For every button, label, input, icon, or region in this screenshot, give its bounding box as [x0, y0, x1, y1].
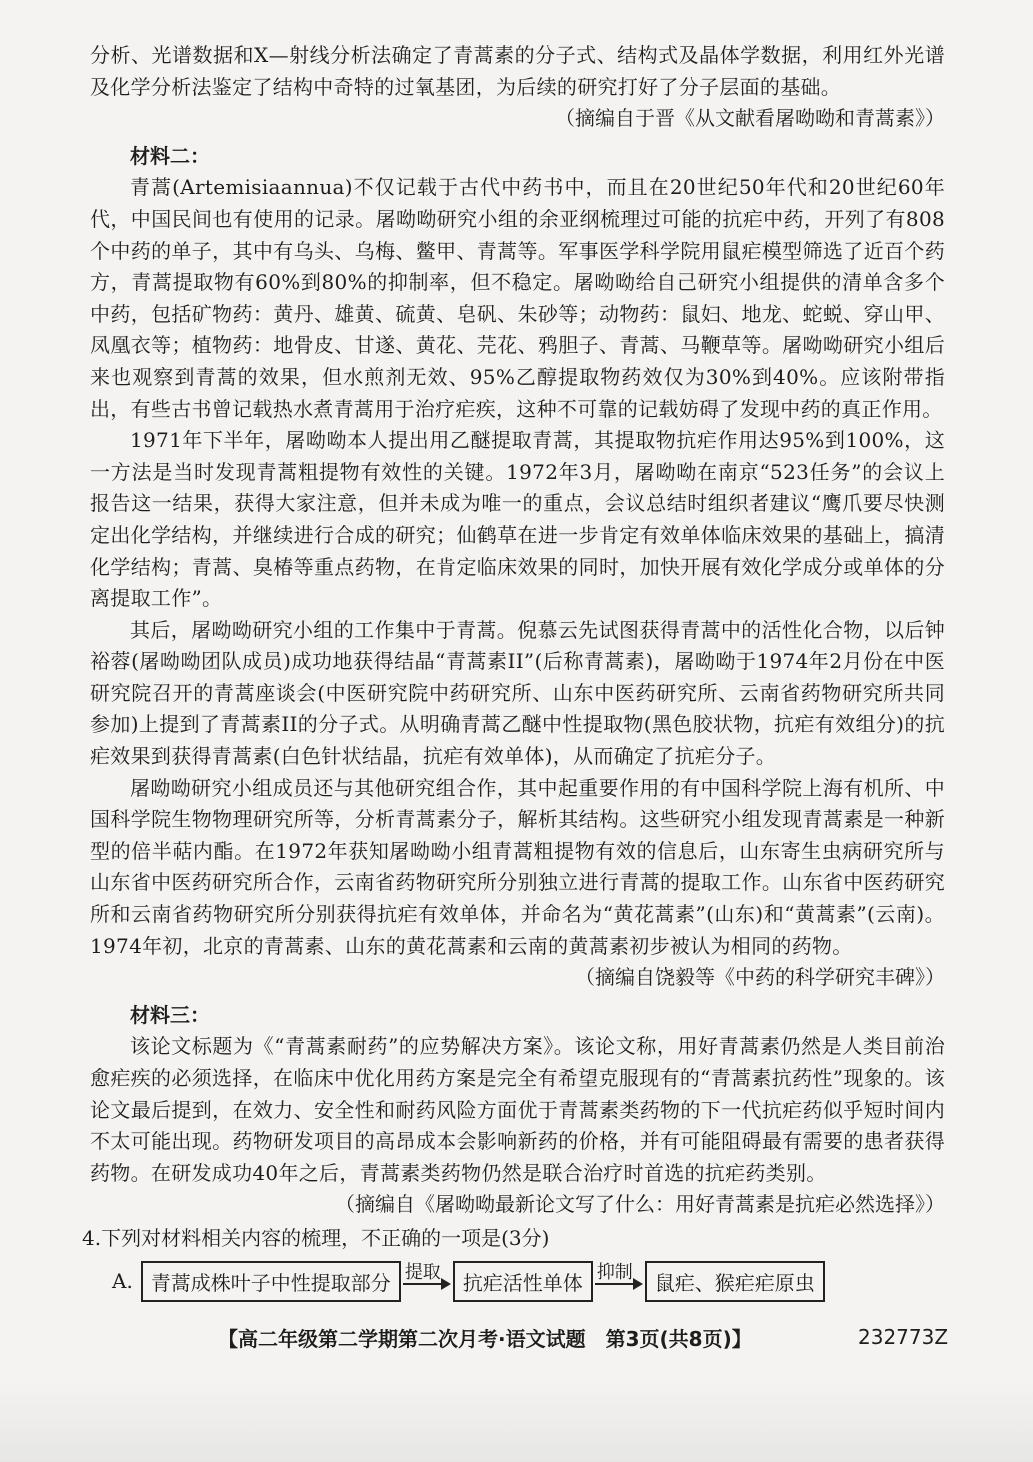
material-two-paragraph: 1971年下半年，屠呦呦本人提出用乙醚提取青蒿，其提取物抗疟作用达95%到100%，这一方法是当时发现青蒿粗提物有效性的关键。1972年3月，屠呦呦在南京“523任务”的会议上报告这一结果，获得大家注意，但并未成为唯一的重点，会议总结时组织者建议“鹰爪要尽快测定出化学结构，并继续进行合成的研究；仙鹤草在进一步肯定有效单体临床效果的基础上，搞清化学结构；青蒿、臭椿等重点药物，在肯定临床效果的同时，加快开展有效化学成分或单体的分离提取工作”。: [90, 428, 945, 611]
material-three-paragraph: 该论文标题为《“青蒿素耐药”的应势解决方案》。该论文称，用好青蒿素仍然是人类目前治愈疟疾的必须选择，在临床中优化用药方案是完全有希望克服现有的“青蒿素抗药性”现象的。该论文最后提到，在效力、安全性和耐药风险方面优于青蒿素类药物的下一代抗疟药似乎短时间内不太可能出现。药物研发项目的高昂成本会影响新药的价格，并有可能阻碍最有需要的患者获得药物。在研发成功40年之后，青蒿素类药物仍然是联合治疗时首选的抗疟药类别。: [90, 1034, 945, 1185]
flow-box-plasmodium: 鼠疟、猴疟疟原虫: [645, 1261, 825, 1302]
material-two-source: （摘编自饶毅等《中药的科学研究丰碑》）: [575, 965, 945, 990]
option-a-flowchart: [112, 1261, 945, 1302]
page-footer: [0, 1323, 1033, 1353]
arrow-label-extract: 提取: [404, 1262, 441, 1284]
flow-box-active-monomer: 抗疟活性单体: [453, 1261, 593, 1302]
arrow-label-inhibit: 抑制: [596, 1262, 633, 1284]
material-two-paragraph: 青蒿(Artemisiaannua)不仅记载于古代中药书中，而且在20世纪50年代和20世纪60年代，中国民间也有使用的记录。屠呦呦研究小组的余亚纲梳理过可能的抗疟中药，开列了有808个中药的单子，其中有乌头、乌梅、鳖甲、青蒿等。军事医学科学院用鼠疟模型筛选了近百个药方，青蒿提取物有60%到80%的抑制率，但不稳定。屠呦呦给自己研究小组提供的清单含多个中药，包括矿物药：黄丹、雄黄、硫黄、皂矾、朱砂等；动物药：鼠妇、地龙、蛇蜕、穿山甲、凤凰衣等；植物药：地骨皮、甘遂、黄花、芫花、鸦胆子、青蒿、马鞭草等。屠呦呦研究小组后来也观察到青蒿的效果，但水煎剂无效、95%乙醇提取物药效仅为30%到40%。应该附带指出，有些古书曾记载热水煮青蒿用于治疗疟疾，这种不可靠的记载妨碍了发现中药的真正作用。: [90, 175, 945, 421]
material-two-heading: 材料二：: [130, 143, 210, 168]
material-two-paragraph: 屠呦呦研究小组成员还与其他研究组合作，其中起重要作用的有中国科学院上海有机所、中国科学院生物物理研究所等，分析青蒿素分子，解析其结构。这些研究小组发现青蒿素是一种新型的倍半萜内酯。在1972年获知屠呦呦小组青蒿粗提物有效的信息后，山东寄生虫病研究所与山东省中医药研究所合作，云南省药物研究所分别独立进行青蒿的提取工作。山东省中医药研究所和云南省药物研究所分别获得抗疟有效单体，并命名为“黄花蒿素”(山东)和“黄蒿素”(云南)。1974年初，北京的青蒿素、山东的黄花蒿素和云南的黄蒿素初步被认为相同的药物。: [90, 775, 945, 958]
scan-shadow: [0, 1380, 1033, 1462]
right-arrow-icon: [595, 1262, 643, 1296]
question-4-stem: 4.下列对材料相关内容的梳理，不正确的一项是(3分): [82, 1225, 550, 1250]
material-three-source: （摘编自《屠呦呦最新论文写了什么：用好青蒿素是抗疟必然选择》）: [335, 1192, 945, 1217]
material-three-heading: 材料三：: [130, 1002, 210, 1027]
option-a-label: A.: [112, 1269, 133, 1294]
page-content: [82, 40, 945, 1302]
material-one-source: （摘编自于晋《从文献看屠呦呦和青蒿素》）: [555, 106, 945, 131]
right-arrow-icon: [403, 1262, 451, 1296]
material-one-ending: 分析、光谱数据和X—射线分析法确定了青蒿素的分子式、结构式及晶体学数据，利用红外光谱及化学分析法鉴定了结构中奇特的过氧基团，为后续的研究打好了分子层面的基础。: [90, 43, 945, 99]
material-two-paragraph: 其后，屠呦呦研究小组的工作集中于青蒿。倪慕云先试图获得青蒿中的活性化合物，以后钟裕蓉(屠呦呦团队成员)成功地获得结晶“青蒿素II”(后称青蒿素)，屠呦呦于1974年2月份在中医研究院召开的青蒿座谈会(中医研究院中药研究所、山东中医药研究所、云南省药物研究所共同参加)上提到了青蒿素II的分子式。从明确青蒿乙醚中性提取物(黑色胶状物，抗疟有效组分)的抗疟效果到获得青蒿素(白色针状结晶，抗疟有效单体)，从而确定了抗疟分子。: [90, 617, 945, 769]
footer-paper-code: 232773Z: [858, 1325, 949, 1349]
flow-box-extract-part: 青蒿成株叶子中性提取部分: [141, 1261, 401, 1302]
footer-exam-title: 【高二年级第二学期第二次月考·语文试题 第3页(共8页)】: [218, 1327, 752, 1351]
